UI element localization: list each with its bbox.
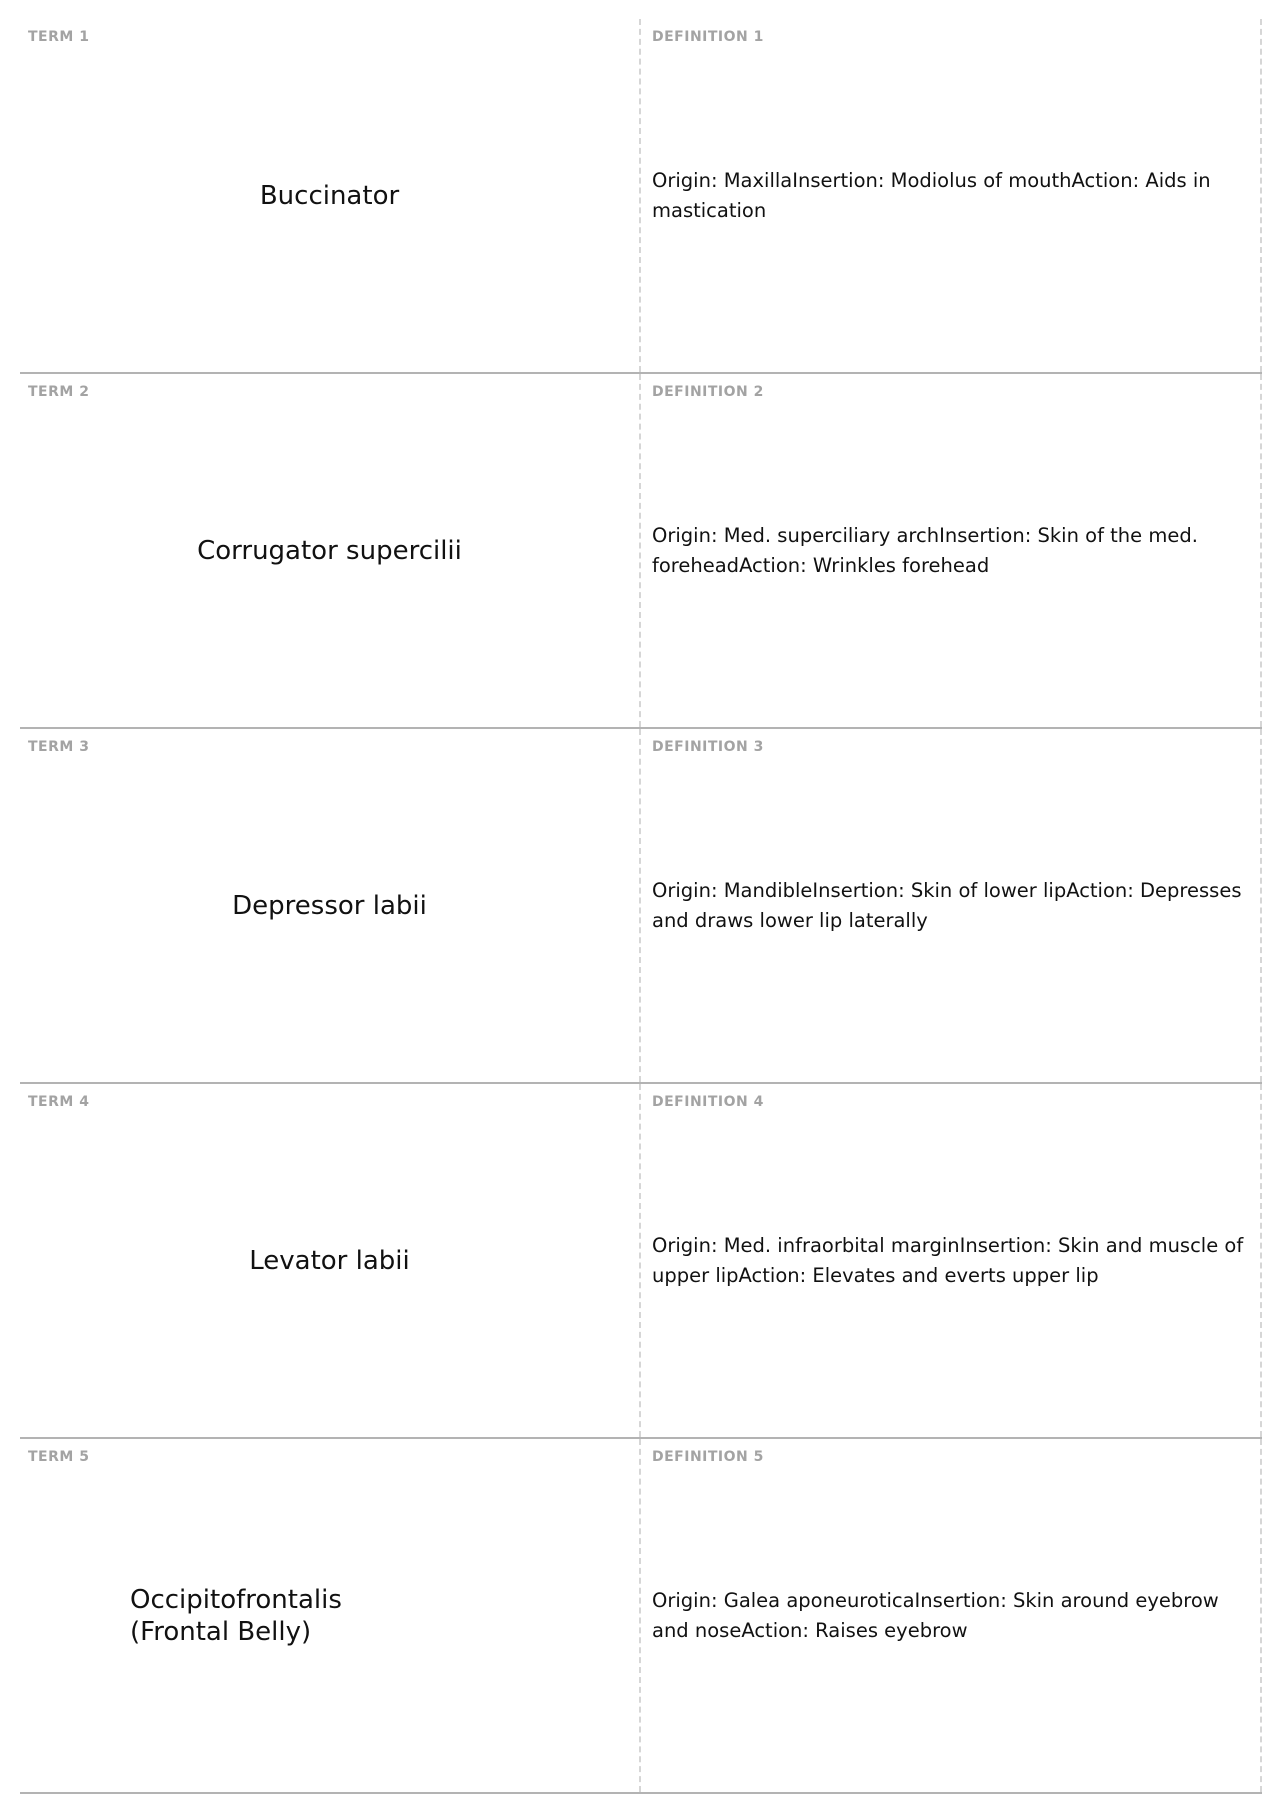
definition-cell	[641, 374, 1262, 727]
definition-text	[652, 1084, 1246, 1437]
definition-text	[652, 374, 1246, 727]
term-cell	[20, 1439, 641, 1792]
term-text	[130, 1439, 449, 1792]
definition-label: DEFINITION 2	[652, 384, 764, 400]
definition-cell	[641, 729, 1262, 1082]
flashcard-row	[20, 729, 1262, 1084]
definition-value: Origin: MandibleInsertion: Skin of lower lipAction: Depresses and draws lower lip laterally	[652, 878, 1242, 932]
term-label: TERM 1	[28, 29, 90, 45]
term-value: Occipitofrontalis (Frontal Belly)	[130, 1584, 342, 1647]
term-label: TERM 4	[28, 1094, 90, 1110]
term-value: Buccinator	[259, 180, 400, 211]
definition-value: Origin: Galea aponeuroticaInsertion: Skin around eyebrow and noseAction: Raises eyebrow	[652, 1588, 1219, 1642]
definition-text	[652, 1439, 1246, 1792]
definition-label: DEFINITION 5	[652, 1449, 764, 1465]
term-text	[130, 374, 529, 727]
definition-cell	[641, 19, 1262, 372]
flashcard-row	[20, 374, 1262, 729]
definition-label: DEFINITION 3	[652, 739, 764, 755]
definition-value: Origin: Med. infraorbital marginInsertion: Skin and muscle of upper lipAction: Elevates and everts upper lip	[652, 1233, 1244, 1287]
term-value: Levator labii	[249, 1245, 410, 1276]
term-label: TERM 5	[28, 1449, 90, 1465]
term-cell	[20, 374, 641, 727]
term-text	[130, 19, 529, 372]
definition-text	[652, 729, 1246, 1082]
term-cell	[20, 19, 641, 372]
flashcard-row	[20, 19, 1262, 374]
term-text	[130, 729, 529, 1082]
term-cell	[20, 729, 641, 1082]
definition-label: DEFINITION 1	[652, 29, 764, 45]
term-value: Depressor labii	[232, 890, 427, 921]
definition-cell	[641, 1439, 1262, 1792]
term-cell	[20, 1084, 641, 1437]
flashcard-row	[20, 1439, 1262, 1794]
term-label: TERM 2	[28, 384, 90, 400]
definition-value: Origin: MaxillaInsertion: Modiolus of mouthAction: Aids in mastication	[652, 168, 1211, 222]
definition-value: Origin: Med. superciliary archInsertion: Skin of the med. foreheadAction: Wrinkles forehead	[652, 523, 1198, 577]
definition-cell	[641, 1084, 1262, 1437]
term-value: Corrugator supercilii	[197, 535, 462, 566]
definition-label: DEFINITION 4	[652, 1094, 764, 1110]
term-text	[130, 1084, 529, 1437]
term-label: TERM 3	[28, 739, 90, 755]
definition-text	[652, 19, 1246, 372]
flashcard-row	[20, 1084, 1262, 1439]
flashcard-sheet	[20, 19, 1262, 1794]
